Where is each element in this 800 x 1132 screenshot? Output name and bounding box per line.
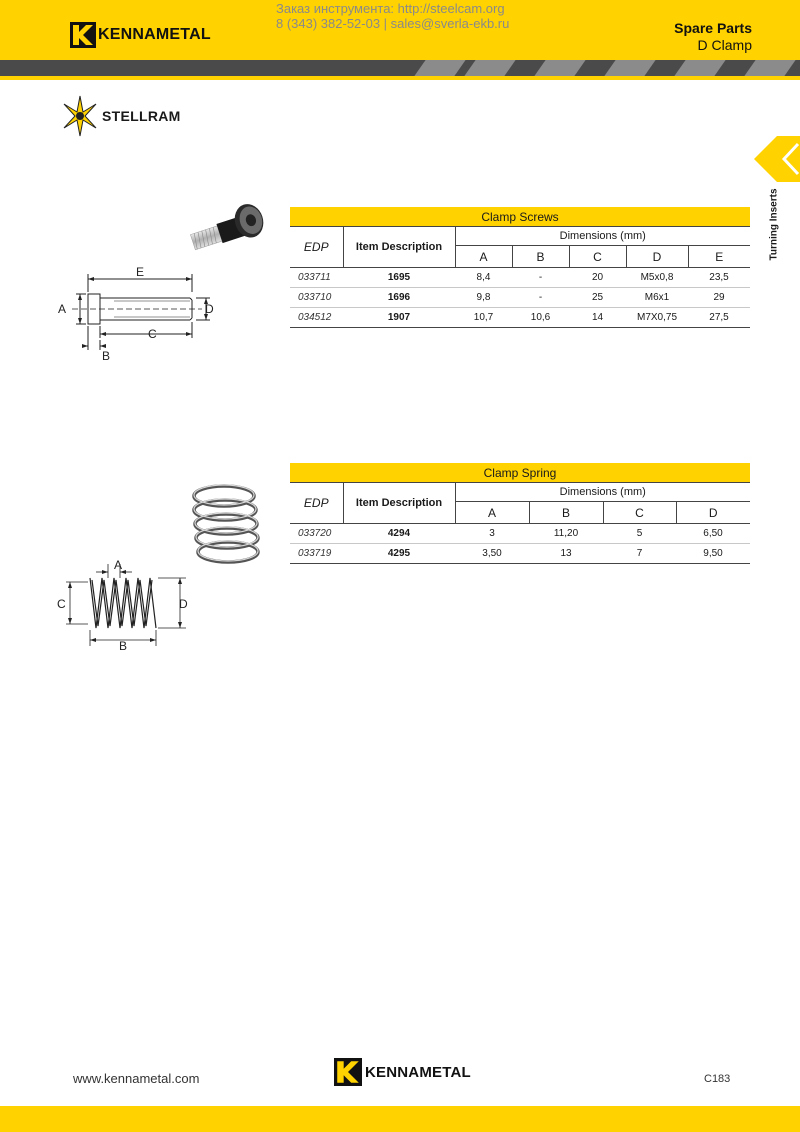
dim-cell: 11,20 xyxy=(529,524,603,544)
dim-cell: 3 xyxy=(455,524,529,544)
footer-website-link[interactable]: www.kennametal.com xyxy=(73,1071,200,1086)
dim-cell: M6x1 xyxy=(626,288,688,308)
dim-cell: 6,50 xyxy=(676,524,750,544)
dim-cell: 8,4 xyxy=(455,268,512,288)
contact-phone-email-line[interactable]: 8 (343) 382-52-03 | sales@sverla-ekb.ru xyxy=(276,16,510,31)
clamp-screws-table xyxy=(290,207,750,328)
dim-cell: M7X0,75 xyxy=(626,308,688,328)
dim-cell: - xyxy=(512,288,569,308)
dim-cell: 10,6 xyxy=(512,308,569,328)
clamp-spring-photo xyxy=(186,480,266,566)
screw-dim-label-e: E xyxy=(136,265,145,279)
table-row xyxy=(290,308,750,328)
dim-cell: 9,50 xyxy=(676,544,750,564)
dim-cell: 3,50 xyxy=(455,544,529,564)
spring-dim-label-c: C xyxy=(57,597,66,611)
section-title-sub: D Clamp xyxy=(697,37,752,53)
edp-cell: 033711 xyxy=(290,268,343,288)
footer-kennametal-logo xyxy=(333,1058,471,1086)
page-header xyxy=(0,0,800,60)
dim-cell: 23,5 xyxy=(688,268,750,288)
clamp-spring-dimension-diagram xyxy=(52,556,202,656)
dim-cell: - xyxy=(512,268,569,288)
dim-cell: 25 xyxy=(569,288,626,308)
edp-cell: 034512 xyxy=(290,308,343,328)
kennametal-k-icon xyxy=(333,1058,363,1086)
dim-cell: 29 xyxy=(688,288,750,308)
contact-info xyxy=(276,1,509,31)
clamp-screw-dimension-diagram xyxy=(52,262,232,364)
dim-cell: 10,7 xyxy=(455,308,512,328)
item-cell: 4295 xyxy=(343,544,455,564)
clamp-spring-caption: Clamp Spring xyxy=(290,463,750,483)
dim-cell: 20 xyxy=(569,268,626,288)
col-header-b: B xyxy=(529,502,603,524)
clamp-spring-item-header: Item Description xyxy=(343,483,455,524)
side-tab-label[interactable]: Turning Inserts xyxy=(768,188,780,261)
stellram-name: STELLRAM xyxy=(102,108,181,124)
col-header-d: D xyxy=(676,502,750,524)
spring-dim-label-a: A xyxy=(114,558,123,572)
stellram-logo xyxy=(62,94,181,138)
clamp-spring-dims-header: Dimensions (mm) xyxy=(455,483,750,502)
dim-cell: 7 xyxy=(603,544,676,564)
edp-cell: 033719 xyxy=(290,544,343,564)
clamp-screws-item-header: Item Description xyxy=(343,227,455,268)
clamp-spring-table xyxy=(290,463,750,564)
col-header-d: D xyxy=(626,246,688,268)
dim-cell: 14 xyxy=(569,308,626,328)
dim-cell: M5x0,8 xyxy=(626,268,688,288)
item-cell: 1907 xyxy=(343,308,455,328)
clamp-spring-edp-header: EDP xyxy=(290,483,343,524)
header-stripe-band xyxy=(0,60,800,76)
kennametal-logo xyxy=(70,22,211,48)
edp-cell: 033720 xyxy=(290,524,343,544)
footer-brand-name: KENNAMETAL xyxy=(365,1063,471,1081)
header-accent-line xyxy=(0,76,800,80)
col-header-a: A xyxy=(455,502,529,524)
stellram-star-icon xyxy=(62,94,98,138)
dim-cell: 27,5 xyxy=(688,308,750,328)
screw-dim-label-b: B xyxy=(102,349,111,363)
col-header-b: B xyxy=(512,246,569,268)
dim-cell: 5 xyxy=(603,524,676,544)
item-cell: 1695 xyxy=(343,268,455,288)
screw-dim-label-a: A xyxy=(58,302,67,316)
table-row xyxy=(290,288,750,308)
clamp-screws-dims-header: Dimensions (mm) xyxy=(455,227,750,246)
clamp-screws-caption: Clamp Screws xyxy=(290,207,750,227)
col-header-c: C xyxy=(569,246,626,268)
footer-accent-bar xyxy=(0,1106,800,1132)
dim-cell: 9,8 xyxy=(455,288,512,308)
clamp-screws-edp-header: EDP xyxy=(290,227,343,268)
edp-cell: 033710 xyxy=(290,288,343,308)
clamp-screw-photo xyxy=(180,196,280,258)
table-row xyxy=(290,524,750,544)
screw-dim-label-d: D xyxy=(205,302,214,316)
kennametal-k-icon xyxy=(70,22,96,48)
page-number: C183 xyxy=(704,1073,731,1085)
col-header-a: A xyxy=(455,246,512,268)
screw-dim-label-c: C xyxy=(148,327,157,341)
table-row xyxy=(290,544,750,564)
contact-order-line[interactable]: Заказ инструмента: http://steelcam.org xyxy=(276,1,505,16)
col-header-c: C xyxy=(603,502,676,524)
spring-dim-label-b: B xyxy=(119,639,128,653)
item-cell: 4294 xyxy=(343,524,455,544)
dim-cell: 13 xyxy=(529,544,603,564)
spring-dim-label-d: D xyxy=(179,597,188,611)
col-header-e: E xyxy=(688,246,750,268)
brand-name: KENNAMETAL xyxy=(98,26,211,43)
section-title xyxy=(674,20,752,54)
section-title-main: Spare Parts xyxy=(674,20,752,36)
section-tab-arrow-icon[interactable] xyxy=(754,136,800,182)
table-row xyxy=(290,268,750,288)
item-cell: 1696 xyxy=(343,288,455,308)
